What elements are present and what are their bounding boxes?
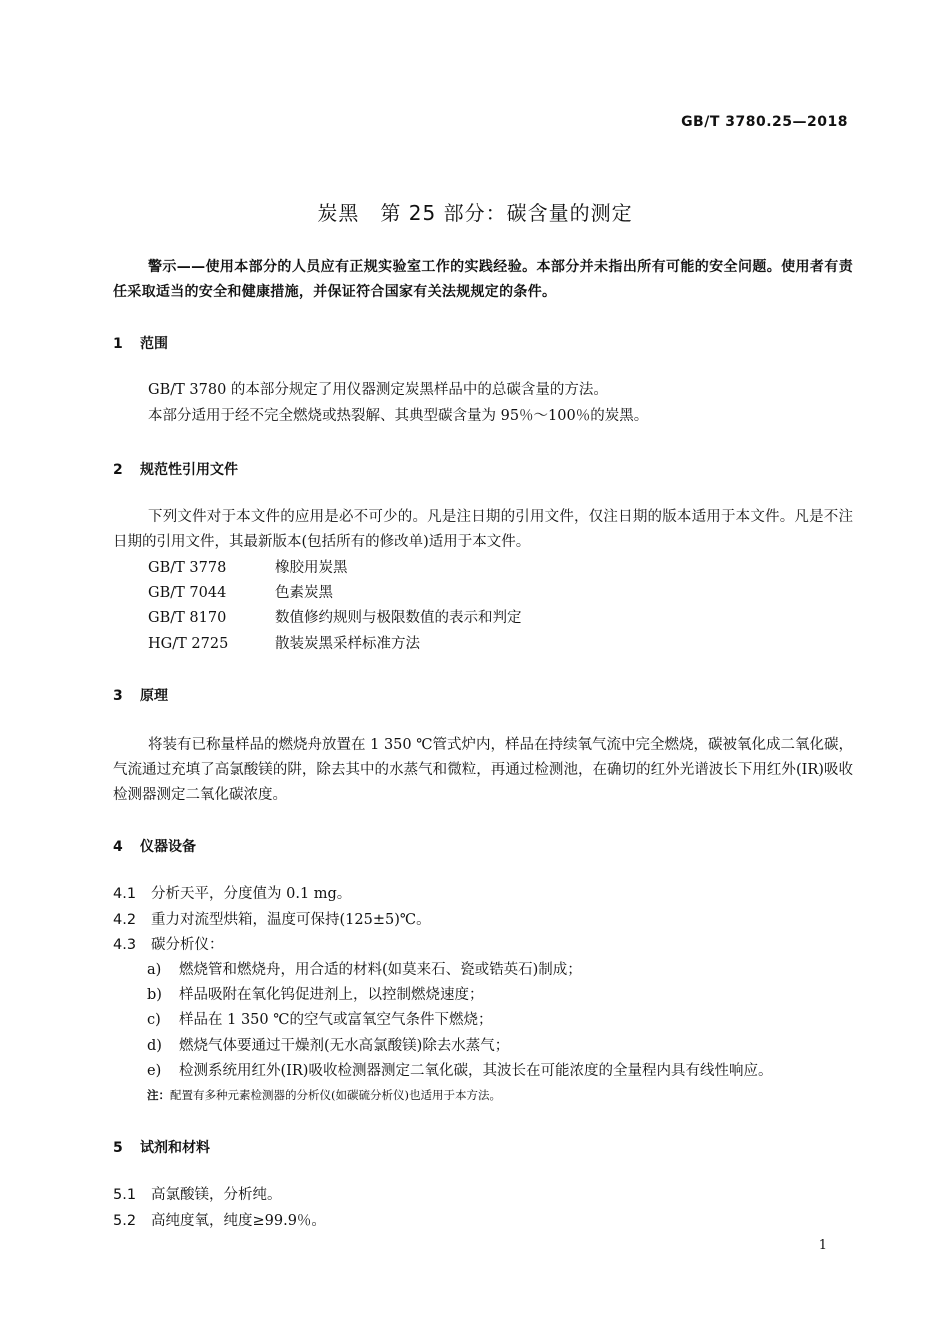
analyzer-subitem bbox=[147, 958, 582, 979]
subitem-text: 样品吸附在氧化钨促进剂上，以控制燃烧速度； bbox=[179, 987, 484, 1003]
section-number: 5 bbox=[113, 1140, 123, 1156]
item-number: 5.1 bbox=[113, 1187, 137, 1203]
note-text: 配置有多种元素检测器的分析仪(如碳硫分析仪)也适用于本方法。 bbox=[170, 1088, 501, 1102]
warning-paragraph: 警示——使用本部分的人员应有正规实验室工作的实践经验。本部分并未指出所有可能的安全问题。使用者有责任采取适当的安全和健康措施，并保证符合国家有关法规规定的条件。 bbox=[113, 259, 853, 300]
apparatus-note bbox=[147, 1087, 501, 1103]
reference-code: GB/T 7044 bbox=[148, 585, 227, 601]
subitem-text: 样品在 1 350 ℃的空气或富氧空气条件下燃烧； bbox=[179, 1012, 493, 1028]
section-number: 3 bbox=[113, 688, 123, 704]
section-4-heading bbox=[113, 836, 196, 856]
apparatus-item bbox=[113, 933, 224, 954]
item-text: 碳分析仪： bbox=[151, 937, 224, 953]
note-label: 注： bbox=[147, 1088, 170, 1102]
item-text: 分析天平，分度值为 0.1 mg。 bbox=[151, 886, 352, 902]
item-text: 高纯度氧，纯度≥99.9％。 bbox=[151, 1213, 326, 1229]
item-number: 4.3 bbox=[113, 937, 137, 953]
subitem-label: d) bbox=[147, 1038, 162, 1054]
reference-code: GB/T 8170 bbox=[148, 610, 227, 626]
document-title: 炭黑 第 25 部分：碳含量的测定 bbox=[317, 201, 633, 225]
section-title: 规范性引用文件 bbox=[140, 462, 238, 478]
analyzer-subitem bbox=[147, 1059, 772, 1080]
subitem-text: 检测系统用红外(IR)吸收检测器测定二氧化碳，其波长在可能浓度的全量程内具有线性响应。 bbox=[179, 1063, 773, 1079]
reference-item bbox=[148, 606, 522, 627]
section-title: 仪器设备 bbox=[140, 839, 196, 855]
reference-item bbox=[148, 632, 420, 653]
reference-title: 散装炭黑采样标准方法 bbox=[275, 636, 420, 652]
analyzer-subitem bbox=[147, 1034, 509, 1055]
reference-title: 橡胶用炭黑 bbox=[275, 560, 348, 576]
subitem-label: b) bbox=[147, 987, 162, 1003]
subitem-text: 燃烧管和燃烧舟，用合适的材料(如莫来石、瓷或锆英石)制成； bbox=[179, 962, 582, 978]
item-number: 5.2 bbox=[113, 1213, 137, 1229]
item-text: 重力对流型烘箱，温度可保持(125±5)℃。 bbox=[151, 912, 431, 928]
item-number: 4.1 bbox=[113, 886, 137, 902]
subitem-label: c) bbox=[147, 1012, 161, 1028]
section-number: 2 bbox=[113, 462, 123, 478]
item-number: 4.2 bbox=[113, 912, 137, 928]
standard-number: GB/T 3780.25—2018 bbox=[681, 114, 848, 130]
scope-line-1: GB/T 3780 的本部分规定了用仪器测定炭黑样品中的总碳含量的方法。 bbox=[148, 382, 608, 398]
item-text: 高氯酸镁，分析纯。 bbox=[151, 1187, 282, 1203]
analyzer-subitem bbox=[147, 983, 484, 1004]
section-number: 4 bbox=[113, 839, 123, 855]
section-number: 1 bbox=[113, 336, 123, 352]
section-1-heading bbox=[113, 333, 168, 353]
reagent-item bbox=[113, 1209, 326, 1230]
section-title: 试剂和材料 bbox=[140, 1140, 210, 1156]
subitem-text: 燃烧气体要通过干燥剂(无水高氯酸镁)除去水蒸气； bbox=[179, 1038, 510, 1054]
reference-title: 数值修约规则与极限数值的表示和判定 bbox=[275, 610, 522, 626]
section-2-heading bbox=[113, 459, 238, 479]
section-5-heading bbox=[113, 1137, 210, 1157]
reference-code: GB/T 3778 bbox=[148, 560, 227, 576]
subitem-label: e) bbox=[147, 1063, 162, 1079]
section-title: 原理 bbox=[140, 688, 168, 704]
apparatus-item bbox=[113, 908, 431, 929]
section-3-heading bbox=[113, 685, 168, 705]
reagent-item bbox=[113, 1183, 282, 1204]
page-number: 1 bbox=[818, 1238, 827, 1253]
section-title: 范围 bbox=[140, 336, 168, 352]
apparatus-item bbox=[113, 882, 351, 903]
scope-line-2: 本部分适用于经不完全燃烧或热裂解、其典型碳含量为 95％～100％的炭黑。 bbox=[148, 408, 649, 424]
reference-title: 色素炭黑 bbox=[275, 585, 333, 601]
references-intro: 下列文件对于本文件的应用是必不可少的。凡是注日期的引用文件，仅注日期的版本适用于本文件。凡是不注日期的引用文件，其最新版本(包括所有的修改单)适用于本文件。 bbox=[113, 509, 853, 550]
reference-item bbox=[148, 556, 348, 577]
analyzer-subitem bbox=[147, 1008, 492, 1029]
reference-code: HG/T 2725 bbox=[148, 636, 229, 652]
subitem-label: a) bbox=[147, 962, 162, 978]
reference-item bbox=[148, 581, 333, 602]
principle-paragraph: 将装有已称量样品的燃烧舟放置在 1 350 ℃管式炉内，样品在持续氧气流中完全燃烧，碳被氧化成二氧化碳，气流通过充填了高氯酸镁的阱，除去其中的水蒸气和微粒，再通过检测池，在确切的红外光谱波长下用红外(IR)吸收检测器测定二氧化碳浓度。 bbox=[113, 737, 853, 803]
